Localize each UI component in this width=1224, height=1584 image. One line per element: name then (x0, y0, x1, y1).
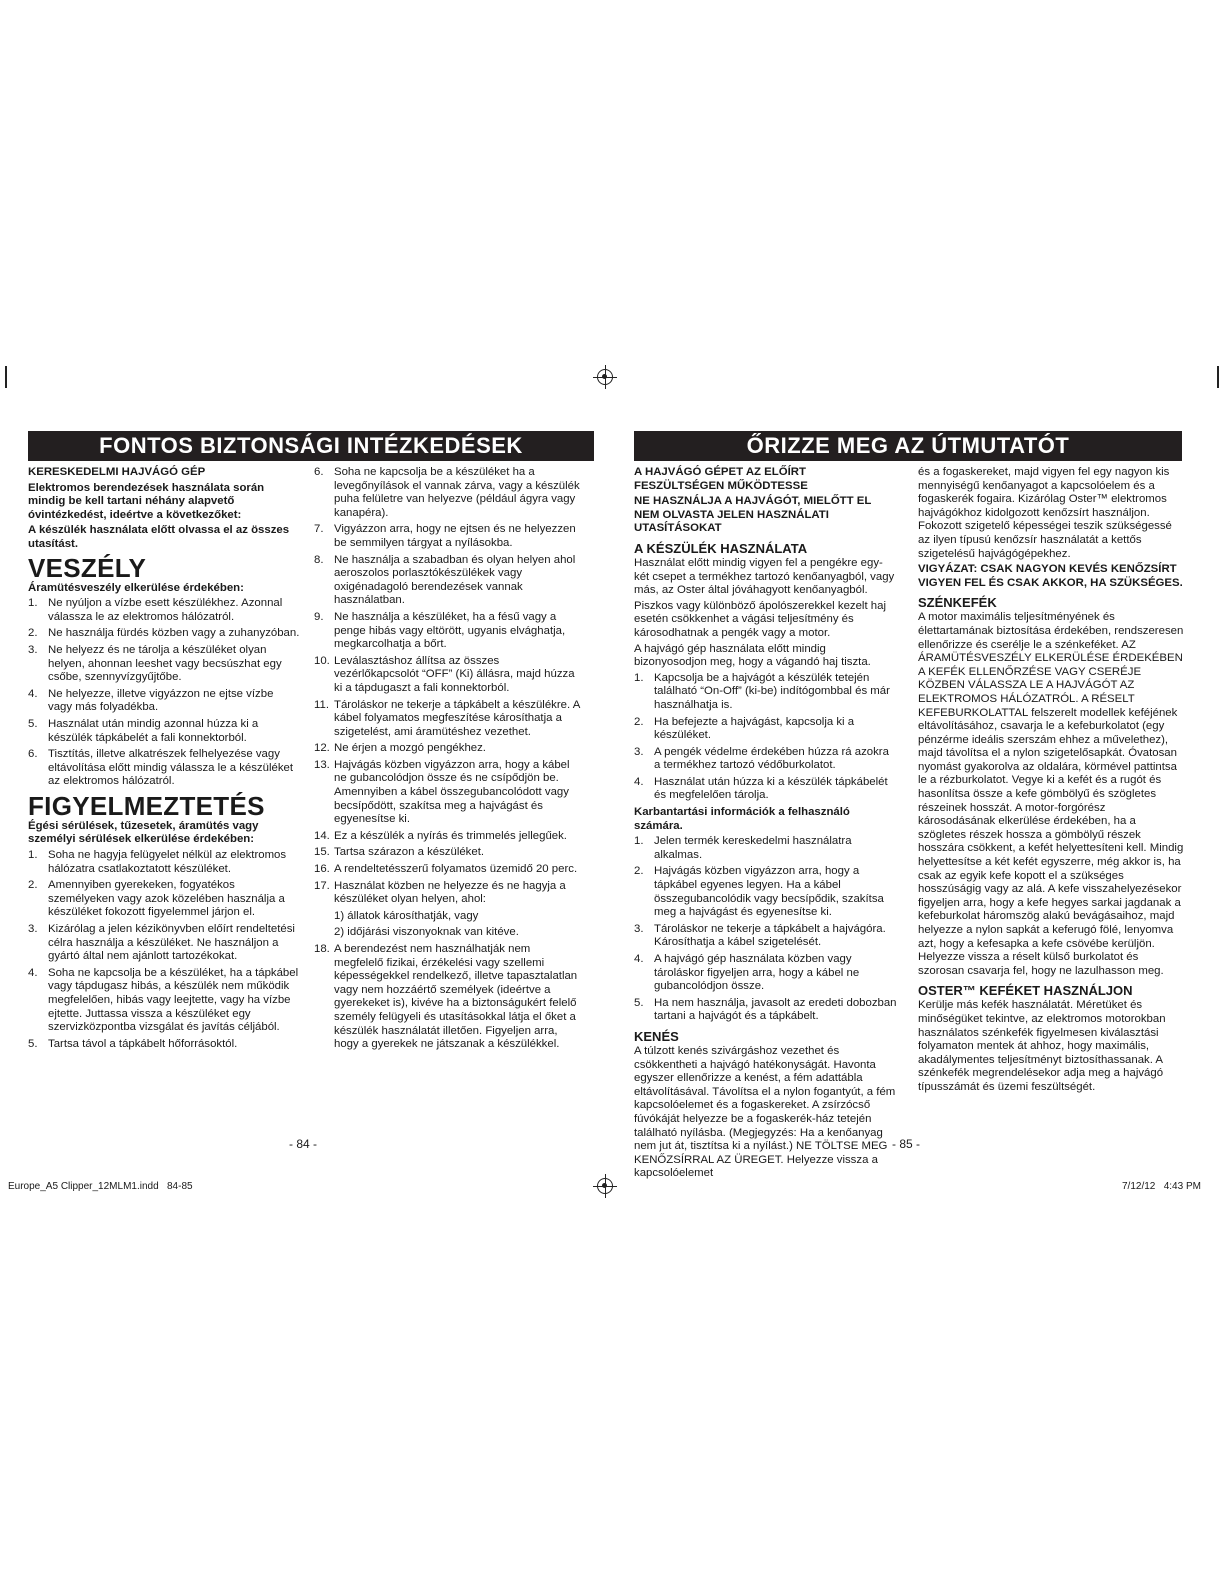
lubrication-heading: KENÉS (634, 1028, 679, 1044)
maintenance-list (634, 835, 898, 1024)
sublist-item: 1) állatok károsíthatják, vagy (334, 909, 479, 922)
left-column-1 (28, 466, 300, 1054)
list-item: 8. Ne használja a szabadban és olyan helyen ahol aeroszolos porlasztókészülékek vagy oxigénadagoló berendezések vannak használatban. (314, 553, 576, 607)
warning-list (28, 849, 300, 1051)
list-item: 5. Tartsa távol a tápkábelt hőforrásoktól. (28, 1037, 238, 1050)
list-item: 2. Ha befejezte a hajvágást, kapcsolja ki a készüléket. (634, 715, 855, 742)
list-item: 9. Ne használja a készüléket, ha a fésű vagy a penge hibás vagy eltörött, ugyanis elvághatja, megkarcolhatja a bőrt. (314, 610, 566, 651)
crop-mark-right (1217, 366, 1219, 388)
list-item: 15. Tartsa szárazon a készüléket. (314, 846, 485, 859)
list-item: 5. Használat után mindig azonnal húzza ki a készülék tápkábelét a fali konnektorból. (28, 717, 259, 744)
right-column-1 (634, 466, 898, 1183)
oster-brushes-heading: OSTER™ KEFÉKET HASZNÁLJON (918, 983, 1133, 999)
list-item: 4. A hajvágó gép használata közben vagy tároláskor figyeljen arra, hogy a kábel ne gubancolódjon össze. (634, 953, 860, 993)
list-item: 2. Amennyiben gyerekeken, fogyatékos személyeken vagy azok közelében használja a készüléket fokozott figyelemmel járjon el. (28, 879, 285, 919)
right-page-number: - 85 - (892, 1137, 921, 1151)
list-item: 16. A rendeltetésszerű folyamatos üzemidő 20 perc. (314, 863, 578, 876)
list-item: 7. Vigyázzon arra, hogy ne ejtsen és ne helyezzen be semmilyen tárgyat a nyílásokba. (314, 523, 576, 549)
use-heading: A KÉSZÜLÉK HASZNÁLATA (634, 540, 808, 556)
voltage-notice: A HAJVÁGÓ GÉPET AZ ELŐÍRT FESZÜLTSÉGEN MŰKÖDTESSE (634, 466, 808, 492)
list-item: 12. Ne érjen a mozgó pengékhez. (314, 742, 486, 755)
footer-date: 7/12/12 4:43 PM (1122, 1181, 1201, 1192)
registration-mark-bottom-icon (597, 1178, 613, 1194)
use-paragraph-3: A hajvágó gép használata előtt mindig bizonyosodjon meg, hogy a vágandó haj tiszta. (634, 642, 871, 669)
warning-subheading: Égési sérülések, tűzesetek, áramütés vagy személyi sérülések elkerülése érdekében: (28, 819, 259, 846)
left-page-number: - 84 - (289, 1137, 318, 1151)
sublist-item: 2) időjárási viszonyoknak van kitéve. (334, 926, 519, 939)
list-item: 1. Jelen termék kereskedelmi használatra alkalmas. (634, 835, 852, 861)
intro-title: KERESKEDELMI HAJVÁGÓ GÉP (28, 466, 206, 478)
list-item: 10. Leválasztáshoz állítsa az összes vezérlőkapcsolót “OFF” (Ki) állásra, majd húzza ki a tápdugaszt a fali konnektorból. (314, 654, 575, 694)
list-item: 11. Tároláskor ne tekerje a tápkábelt a készülékre. A kábel folyamatos megfeszítése károsíthatja a szigetelést, ami áramütéshez vezethet. (314, 698, 580, 738)
registration-mark-top-icon (597, 369, 613, 385)
crop-mark-left (5, 366, 7, 388)
danger-list (28, 597, 300, 789)
list-item: 13. Hajvágás közben vigyázzon arra, hogy a kábel ne gubancolódjon össze és ne csípődjön be. Amennyiben a kábel összegubancolódott vagy becsípődött, szakítsa meg a hajvágást és egyenesítse ki. (314, 758, 570, 826)
read-instructions-notice: NE HASZNÁLJA A HAJVÁGÓT, MIELŐTT EL NEM OLVASTA JELEN HASZNÁLATI UTASÍTÁSOKAT (634, 495, 872, 535)
item-17-sublist (334, 910, 580, 940)
caution-text: VIGYÁZAT: CSAK NAGYON KEVÉS KENŐZSÍRT VIGYEN FEL ÉS CSAK AKKOR, HA SZÜKSÉGES. (918, 563, 1183, 589)
list-item: 18. A berendezést nem használhatják nem megfelelő fizikai, érzékelési vagy szellemi képességekkel rendelkező, illetve tapasztalatlan vagy nem hozzáértő személyek (ideértve a gyerekeket is), kivéve ha a biztonságukért felelő személy felügyeli és utasításokkal látja el őket a készülék használatát illetően. Figyeljen arra, hogy a gyerekek ne játszanak a készülékkel. (314, 943, 578, 1051)
list-item: 1. Soha ne hagyja felügyelet nélkül az elektromos hálózatra csatlakoztatott készüléket. (28, 849, 287, 875)
list-item: 2. Ne használja fürdés közben vagy a zuhanyzóban. (28, 627, 300, 640)
right-column-2 (918, 466, 1184, 1097)
brushes-text: A motor maximális teljesítményének és élettartamának biztosítása érdekében, rendszeresen ellenőrizze és cserélje le a szénkeféket. AZ ÁRAMÜTÉSVESZÉLY ELKERÜLÉSE ÉRDEKÉBEN A KEFÉK ELLENŐRZÉSE VAGY CSERÉJE KÖZBEN VÁLASSZA LE A HAJVÁGÓT AZ ELEKTROMOS HÁLÓZATRÓL. A RÉSELT KEFEBURKOLATTAL felszerelt modellek keféjének eltávolításához, csavarja le a kefeburkolatot (egy pénzérme ideális szerszám ehhez a művelethez), majd távolítsa el a nylon szigetelősapkát. Óvatosan nyomást gyakorolva az oldalára, körmével pattintsa le a rézburkolatot. Vegye ki a kefét és a rugót és hasonlítsa össze a kefe gömbölyű és szögletes részeinek hosszát. A motor-forgórész károsodásának elkerülése érdekében, ha a szögletes részek hossza a gömbölyű részek hosszára csökkent, a kefét helyettesíteni kell. Mindig helyettesítse a két kefét egyszerre, még akkor is, ha csak az egyik kefe kopott el a szükséges hosszúságig vagy az alá. A kefe visszahelyezésekor figyeljen arra, hogy a kefe hegyes sarkai jagdanak a kefeburkolat háromszög alakú bevágásaihoz, majd helyezze a nylon sapkát a keferugó fölé, lenyomva azt, hogy a kefesapka a kefe csövébe kerüljön. Helyezze vissza a réselt külső burkolatot és szorosan csavarja fel, hogy ne lazulhasson meg. (918, 611, 1184, 977)
footer-filename: Europe_A5 Clipper_12MLM1.indd 84-85 (8, 1181, 193, 1192)
danger-heading: VESZÉLY (28, 552, 147, 583)
use-paragraph-2: Piszkos vagy különböző ápolószerekkel kezelt haj esetén csökkenhet a vágási teljesítmény és károsodhatnak a pengék vagy a motor. (634, 599, 886, 639)
danger-subheading: Áramütésveszély elkerülése érdekében: (28, 581, 244, 594)
lubrication-text: A túlzott kenés szivárgáshoz vezethet és csökkentheti a hajvágó hatékonyságát. Havonta egyszer ellenőrizze a kenést, a fém adattábla eltávolításával. Távolítsa el a nylon fogantyút, a fém kapcsolóelemet és a fogaskereket. A zsírzócső fúvókáját helyezze be a fogaskerék-ház tetején található nyílásba. (Megjegyzés: Ha a kenőanyag nem jut át, tisztítsa ki a nyílást.) NE TÖLTSE MEG KENŐZSÍRRAL AZ ÜREGET. Helyezze vissza a kapcsolóelemet (634, 1044, 896, 1180)
list-item: 2. Hajvágás közben vigyázzon arra, hogy a tápkábel egyenes legyen. Ha a kábel összegubancolódik vagy becsípődik, szakítsa meg a hajvágást és egyenesítse ki. (634, 865, 884, 919)
list-item: 3. A pengék védelme érdekében húzza rá azokra a termékhez tartozó védőburkolatot. (634, 745, 889, 772)
intro-text: Elektromos berendezések használata során mindig be kell tartani néhány alapvető óvintézkedést, ideértve a következőket: (28, 481, 265, 521)
list-item: 3. Tároláskor ne tekerje a tápkábelt a hajvágóra. Károsíthatja a kábel szigetelését. (634, 922, 886, 949)
list-item: 1. Kapcsolja be a hajvágót a készülék tetején található “On-Off” (ki-be) indítógombbal és már használhatja is. (634, 671, 890, 711)
use-paragraph-1: Használat előtt mindig vigyen fel a pengékre egy-két csepet a termékhez tartozó kenőanyagból, vagy más, az Oster által jóváhagyott kenőanyagból. (634, 556, 895, 597)
use-list (634, 672, 898, 803)
warning-heading: FIGYELMEZTETÉS (28, 790, 265, 821)
maintenance-heading: Karbantartási információk a felhasználó számára. (634, 806, 850, 832)
left-banner: FONTOS BIZTONSÁGI INTÉZKEDÉSEK (28, 431, 594, 461)
left-column-2 (314, 466, 580, 1055)
brushes-heading: SZÉNKEFÉK (918, 595, 997, 611)
list-item: 4. Használat után húzza ki a készülék tápkábelét és megfelelően tárolja. (634, 775, 888, 802)
right-banner: ŐRIZZE MEG AZ ÚTMUTATÓT (634, 431, 1182, 461)
lubrication-text-continued: és a fogaskereket, majd vigyen fel egy nagyon kis mennyiségű kenőanyagot a kapcsolóelem és a fogaskerék fogaira. Kizárólag Oster™ elektromos hajvágókhoz kidolgozott kenőzsírt használjon. Fokozott szigetelő képességei teszik szükségessé az ilyen típusú kenőzsír használatát a kettős szigetelésű hajvágógépekhez. (918, 466, 1172, 560)
intro-text-2: A készülék használata előtt olvassa el az összes utasítást. (28, 524, 290, 550)
list-item: 17. Használat közben ne helyezze és ne hagyja a készüléket olyan helyen, ahol: 1) állatok károsíthatják, vagy 2) időjárási viszonyoknak van kitéve. (314, 880, 580, 940)
safety-list-continued (314, 466, 580, 1052)
list-item: 5. Ha nem használja, javasolt az eredeti dobozban tartani a hajvágót és a tápkábelt. (634, 996, 897, 1023)
list-item: 1. Ne nyúljon a vízbe esett készülékhez. Azonnal válassza le az elektromos hálózatról. (28, 597, 283, 623)
list-item: 14. Ez a készülék a nyírás és trimmelés jellegűek. (314, 829, 567, 842)
list-item: 3. Kizárólag a jelen kézikönyvben előírt rendeltetési célra használja a készüléket. Ne használjon a gyártó által nem ajánlott tartozékokat. (28, 923, 295, 963)
oster-brushes-text: Kerülje más kefék használatát. Méretüket és minőségüket tekintve, az elektromos motorokban használatos szénkefék figyelmesen kiválasztási folyamaton mentek át ahhoz, hogy maximális, akadálymentes teljesítményt biztosíthassanak. A szénkefék megrendelésekor adja meg a hajvágó típusszámát és üzemi feszültségét. (918, 999, 1166, 1093)
list-item: 6. Soha ne kapcsolja be a készüléket ha a levegőnyílások el vannak zárva, vagy a készülék puha felületre van helyezve (például ágyra vagy kanapéra). (314, 466, 580, 519)
list-item: 3. Ne helyezz és ne tárolja a készüléket olyan helyen, ahonnan leeshet vagy becsúszhat egy csőbe, szennyvízgyűjtőbe. (28, 643, 282, 684)
list-item: 4. Ne helyezze, illetve vigyázzon ne ejtse vízbe vagy más folyadékba. (28, 687, 274, 714)
list-item: 6. Tisztítás, illetve alkatrészek felhelyezése vagy eltávolítása előtt mindig válassza le a készüléket az elektromos hálózatról. (28, 748, 294, 788)
list-item: 4. Soha ne kapcsolja be a készüléket, ha a tápkábel vagy tápdugasz hibás, a készülék nem működik megfelelően, hibás vagy leejtette, vagy ha vízbe ejtette. Juttassa vissza a készüléket egy szervizközpontba vizsgálat és javítás céljából. (28, 966, 299, 1034)
